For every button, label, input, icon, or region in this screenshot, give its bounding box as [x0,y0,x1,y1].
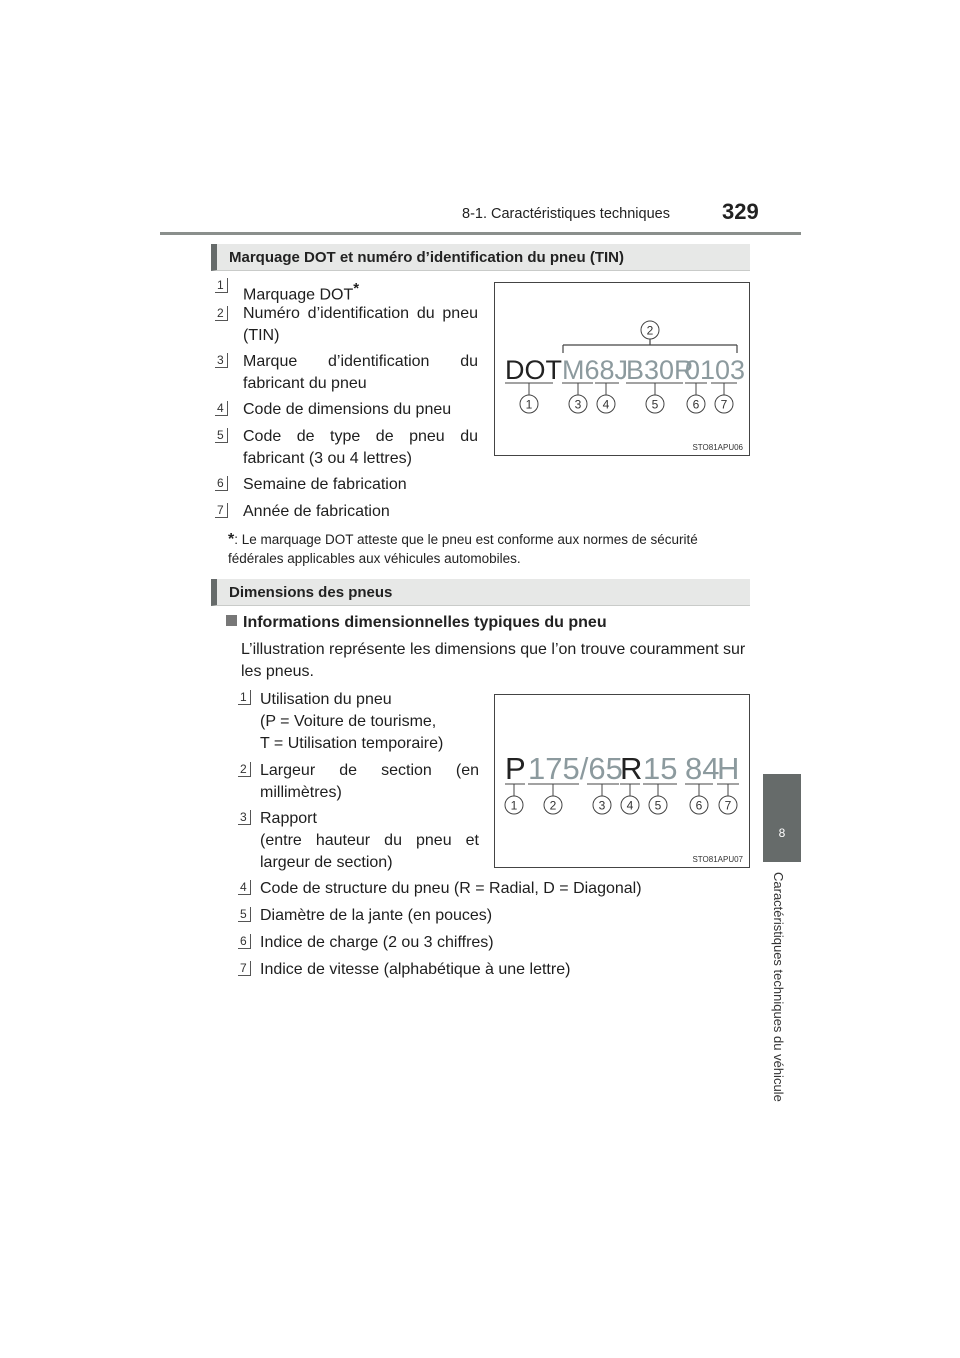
item-text: Semaine de fabrication [243,476,407,493]
section-title: Marquage DOT et numéro d’identification du pneu (TIN) [229,249,624,266]
header-rule [160,232,801,235]
callout-6: 6 [695,798,703,813]
chapter-number: 8 [778,826,786,840]
code-dot: DOT [505,355,562,385]
code-h: H [717,751,740,786]
running-header-section: 8-1. Caractéristiques techniques [462,206,670,222]
item-text: Numéro d’identification du pneu (TIN) [243,305,478,344]
tire-size-illustration [495,695,751,869]
callout-7: 7 [724,798,732,813]
item-number: 7 [238,961,251,976]
item-number: 1 [215,278,228,293]
page-number: 329 [722,199,759,224]
tire-size-diagram [494,694,750,868]
footnote-text: : Le marquage DOT atteste que le pneu est conforme aux normes de sécurité fédérales applicables aux véhicules automobiles. [228,532,698,566]
intro-paragraph: L’illustration représente les dimensions que l’on trouve couramment sur les pneus. [241,641,746,680]
callout-4: 4 [602,397,610,412]
item-number: 3 [238,810,251,825]
item-text: Diamètre de la jante (en pouces) [260,907,493,924]
item-number: 2 [215,306,228,321]
footnote [228,530,746,568]
subheading-text: Informations dimensionnelles typiques du pneu [243,614,607,631]
item-text-line: Utilisation du pneu [260,691,392,708]
code-15: 15 [643,751,678,786]
footnote-star: * [353,280,360,297]
callout-6: 6 [692,397,700,412]
item-text: Largeur de section (en millimètres) [260,762,479,801]
code-175-65: 175/65 [528,751,623,786]
chapter-title-vertical: Caractéristiques techniques du véhicule [771,872,786,1102]
section-header-dimensions [211,579,750,606]
code-0103: 0103 [685,355,746,385]
item-number: 2 [238,762,251,777]
item-number: 3 [215,353,228,368]
item-text: Indice de vitesse (alphabétique à une lettre) [260,961,571,978]
item-number: 4 [215,401,228,416]
item-number: 5 [238,907,251,922]
code-m68j: M68J [562,355,629,385]
square-bullet-icon [226,615,237,626]
callout-3: 3 [574,397,582,412]
code-r: R [620,751,643,786]
code-p: P [505,751,526,786]
item-number: 6 [238,934,251,949]
chapter-tab [763,774,801,862]
code-84: 84 [685,751,720,786]
item-number: 7 [215,503,228,518]
footnote-star: * [228,531,235,548]
code-b30r: B30R [626,355,694,385]
dot-marking-diagram [494,282,750,456]
item-text: (entre hauteur du pneu et largeur de section) [260,832,479,871]
item-text-line: T = Utilisation temporaire) [260,735,444,752]
section-header-dot [211,244,750,271]
callout-2: 2 [646,323,654,338]
callout-5: 5 [651,397,659,412]
item-number: 4 [238,880,251,895]
callout-1: 1 [510,798,518,813]
subheading [226,614,607,632]
section-title: Dimensions des pneus [229,584,393,601]
callout-7: 7 [720,397,728,412]
item-number: 1 [238,690,251,705]
item-text: Marquage DOT [243,286,354,304]
item-number: 5 [215,428,228,443]
callout-2: 2 [549,798,557,813]
item-text: Code de structure du pneu (R = Radial, D = Diagonal) [260,880,642,897]
callout-3: 3 [598,798,606,813]
item-text: Marque d’identification du fabricant du pneu [243,353,478,392]
item-text: Code de dimensions du pneu [243,401,452,418]
callout-5: 5 [654,798,662,813]
dot-code-illustration [495,283,751,457]
item-text: Indice de charge (2 ou 3 chiffres) [260,934,494,951]
callout-1: 1 [525,397,533,412]
item-text: Année de fabrication [243,503,390,520]
callout-4: 4 [626,798,634,813]
item-text: Code de type de pneu du fabricant (3 ou 4 lettres) [243,428,478,467]
item-text-line: Rapport [260,810,317,827]
item-number: 6 [215,476,228,491]
figure-caption: STO81APU06 [692,443,743,452]
figure-caption: STO81APU07 [692,855,743,864]
item-text-line: (P = Voiture de tourisme, [260,713,437,730]
